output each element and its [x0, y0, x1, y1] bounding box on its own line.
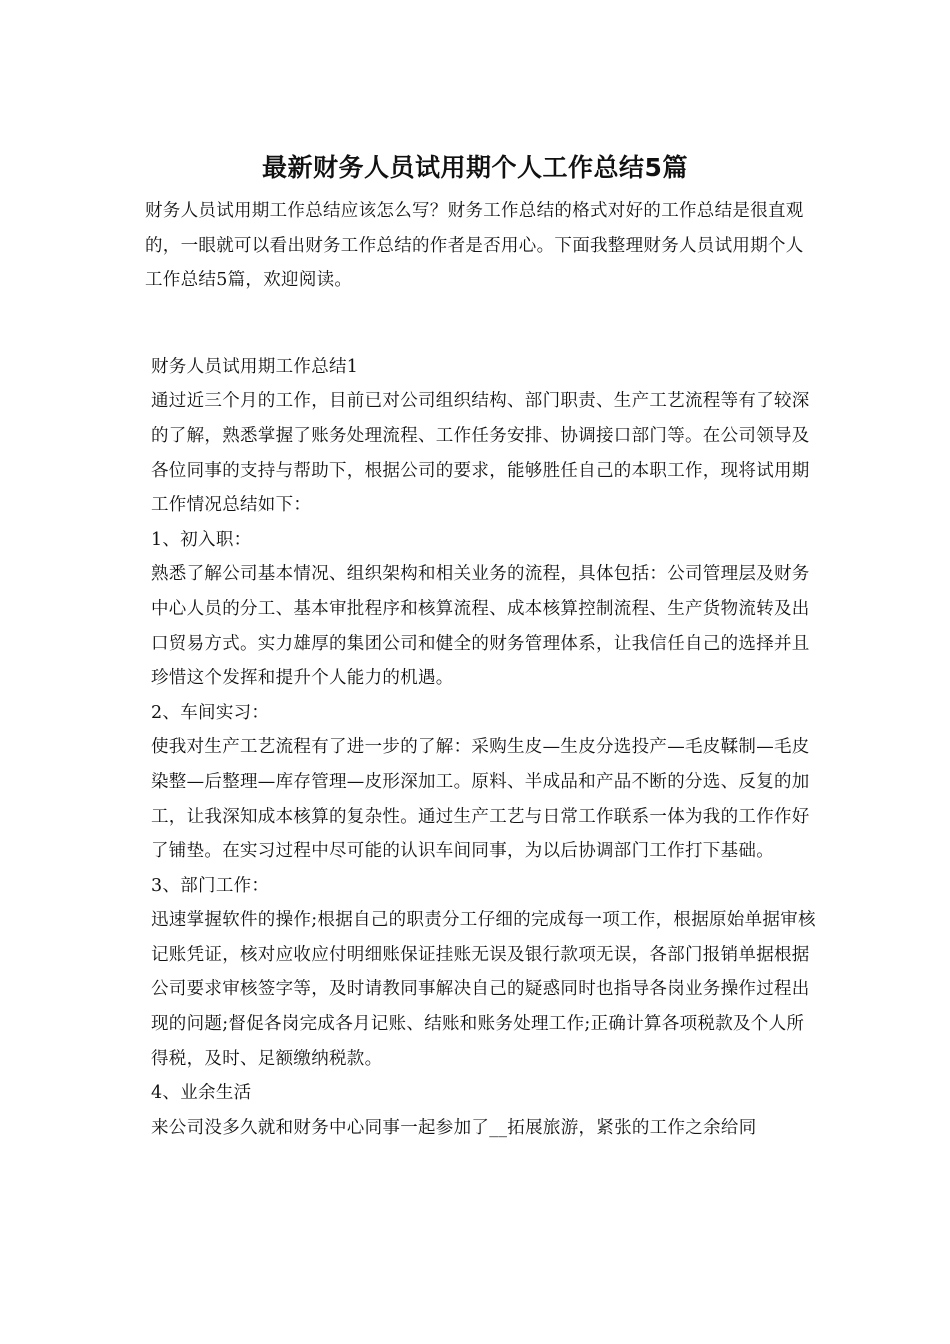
body-paragraph: 使我对生产工艺流程有了进一步的了解：采购生皮—生皮分选投产—毛皮鞣制—毛皮染整—后整理—库存管理—皮形深加工。原料、半成品和产品不断的分选、反复的加工，让我深知成本核算的复杂性。通过生产工艺与日常工作联系一体为我的工作作好了铺垫。在实习过程中尽可能的认识车间同事，为以后协调部门工作打下基础。: [151, 737, 810, 862]
body-paragraph: 熟悉了解公司基本情况、组织架构和相关业务的流程，具体包括：公司管理层及财务中心人员的分工、基本审批程序和核算流程、成本核算控制流程、生产货物流转及出口贸易方式。实力雄厚的集团公司和健全的财务管理体系，让我信任自己的选择并且珍惜这个发挥和提升个人能力的机遇。: [151, 564, 810, 689]
paragraph-spacer: [145, 298, 817, 350]
subheading-workshop: 2、车间实习：: [151, 702, 270, 723]
intro-paragraph: 财务人员试用期工作总结应该怎么写？财务工作总结的格式对好的工作总结是很直观的，一眼就可以看出财务工作总结的作者是否用心。下面我整理财务人员试用期个人工作总结5篇，欢迎阅读。: [145, 201, 804, 291]
subheading-onboarding: 1、初入职：: [151, 529, 252, 550]
body-paragraph: 迅速掌握软件的操作;根据自己的职责分工仔细的完成每一项工作，根据原始单据审核记账凭证，核对应收应付明细账保证挂账无误及银行款项无误，各部门报销单据根据公司要求审核签字等，及时请教同事解决自己的疑惑同时也指导各岗业务操作过程出现的问题;督促各岗完成各月记账、结账和账务处理工作;正确计算各项税款及个人所得税，及时、足额缴纳税款。: [151, 910, 816, 1069]
document-body: [145, 194, 817, 1145]
body-paragraph: 通过近三个月的工作，目前已对公司组织结构、部门职责、生产工艺流程等有了较深的了解，熟悉掌握了账务处理流程、工作任务安排、协调接口部门等。在公司领导及各位同事的支持与帮助下，根据公司的要求，能够胜任自己的本职工作，现将试用期工作情况总结如下：: [151, 391, 810, 516]
section-heading: 财务人员试用期工作总结1: [151, 356, 359, 377]
document-title: 最新财务人员试用期个人工作总结5篇: [262, 153, 688, 182]
subheading-department: 3、部门工作：: [151, 875, 270, 896]
subheading-leisure: 4、业余生活: [151, 1083, 252, 1104]
body-paragraph: 来公司没多久就和财务中心同事一起参加了__拓展旅游，紧张的工作之余给同: [151, 1117, 757, 1138]
